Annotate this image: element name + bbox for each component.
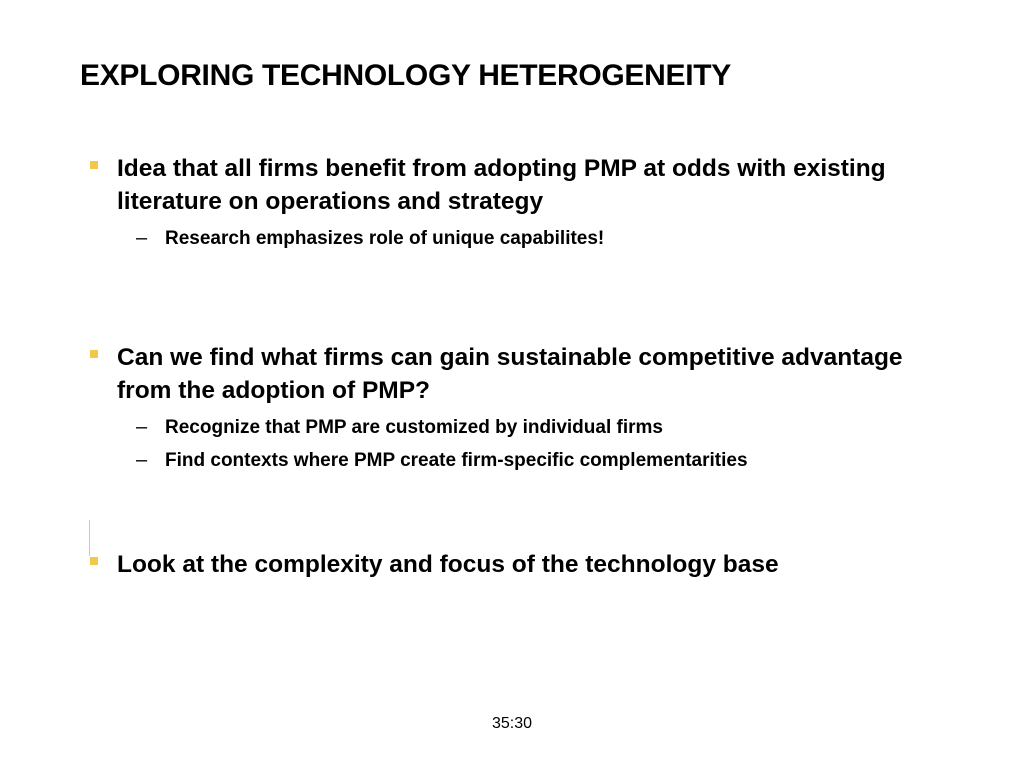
bullet-item (90, 548, 950, 581)
sub-bullet-item (90, 411, 950, 444)
bullet-item (90, 152, 950, 255)
dash-icon: – (136, 449, 148, 471)
sub-bullet-text: Recognize that PMP are customized by individual firms (165, 417, 663, 438)
dash-icon: – (136, 227, 148, 249)
dash-icon: – (136, 416, 148, 438)
sub-bullet-item (90, 444, 950, 477)
sub-bullet-list (90, 222, 950, 255)
sub-bullet-list (90, 411, 950, 477)
bullet-text: Look at the complexity and focus of the technology base (117, 551, 779, 578)
sub-bullet-text: Find contexts where PMP create firm-specific complementarities (165, 450, 748, 471)
bullet-text: Idea that all firms benefit from adopting PMP at odds with existing literature on operations and strategy (117, 155, 886, 215)
bullet-item (90, 341, 950, 477)
bullet-text: Can we find what firms can gain sustainable competitive advantage from the adoption of PMP? (117, 344, 903, 404)
bullet-square-icon (90, 350, 98, 358)
slide-title: EXPLORING TECHNOLOGY HETEROGENEITY (80, 59, 731, 92)
sub-bullet-item (90, 222, 950, 255)
sub-bullet-text: Research emphasizes role of unique capabilites! (165, 228, 605, 249)
bullet-square-icon (90, 557, 98, 565)
bullet-square-icon (90, 161, 98, 169)
slide-number: 35:30 (491, 715, 533, 732)
